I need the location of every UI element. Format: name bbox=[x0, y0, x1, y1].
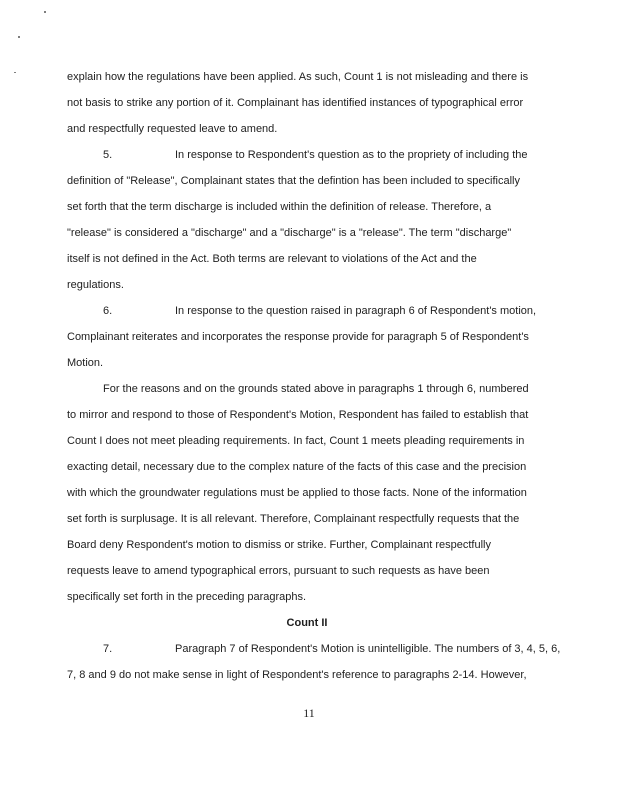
scan-speck bbox=[44, 11, 46, 13]
text-line: exacting detail, necessary due to the complex nature of the facts of this case and the precision bbox=[67, 461, 527, 473]
text-line: to mirror and respond to those of Respondent's Motion, Respondent has failed to establish that bbox=[67, 409, 529, 421]
text-line: and respectfully requested leave to amend. bbox=[67, 123, 278, 135]
text-line: 7, 8 and 9 do not make sense in light of Respondent's reference to paragraphs 2-14. However, bbox=[67, 669, 527, 681]
paragraph-text: Paragraph 7 of Respondent's Motion is unintelligible. The numbers of 3, 4, 5, 6, bbox=[175, 643, 561, 655]
conclusion-first-line: For the reasons and on the grounds stated above in paragraphs 1 through 6, numbered bbox=[103, 383, 529, 395]
paragraph-5-first-line bbox=[67, 142, 547, 168]
paragraph-number: 7. bbox=[103, 643, 113, 655]
paragraph-6-first-line bbox=[67, 298, 547, 324]
text-line: not basis to strike any portion of it. Complainant has identified instances of typographical error bbox=[67, 97, 524, 109]
text-line: regulations. bbox=[67, 279, 124, 291]
text-line: Count I does not meet pleading requirements. In fact, Count 1 meets pleading requirements in bbox=[67, 435, 525, 447]
text-line: itself is not defined in the Act. Both terms are relevant to violations of the Act and the bbox=[67, 253, 477, 265]
text-line: Complainant reiterates and incorporates the response provide for paragraph 5 of Respondent's bbox=[67, 331, 529, 343]
text-line: Motion. bbox=[67, 357, 104, 369]
paragraph-number: 5. bbox=[103, 149, 113, 161]
text-line: requests leave to amend typographical errors, pursuant to such requests as have been bbox=[67, 565, 490, 577]
text-line: explain how the regulations have been applied. As such, Count 1 is not misleading and there is bbox=[67, 71, 529, 83]
scan-speck bbox=[14, 72, 16, 73]
document-body bbox=[67, 64, 561, 688]
paragraph-number: 6. bbox=[103, 305, 113, 317]
text-line: with which the groundwater regulations must be applied to those facts. None of the information bbox=[67, 487, 527, 499]
section-heading: Count II bbox=[286, 617, 328, 629]
text-line: "release" is considered a "discharge" and a "discharge" is a "release". The term "discharge" bbox=[67, 227, 512, 239]
text-line: set forth is surplusage. It is all relevant. Therefore, Complainant respectfully requests that the bbox=[67, 513, 520, 525]
text-line: specifically set forth in the preceding paragraphs. bbox=[67, 591, 307, 603]
page-number: 11 bbox=[303, 706, 315, 720]
text-line: set forth that the term discharge is included within the definition of release. Therefore, a bbox=[67, 201, 492, 213]
paragraph-text: In response to Respondent's question as to the propriety of including the bbox=[175, 149, 528, 161]
paragraph-7-first-line bbox=[67, 636, 561, 662]
scan-speck bbox=[18, 36, 20, 38]
paragraph-text: In response to the question raised in paragraph 6 of Respondent's motion, bbox=[175, 305, 537, 317]
text-line: definition of "Release", Complainant states that the defintion has been included to specifically bbox=[67, 175, 520, 187]
text-line: Board deny Respondent's motion to dismiss or strike. Further, Complainant respectfully bbox=[67, 539, 491, 551]
